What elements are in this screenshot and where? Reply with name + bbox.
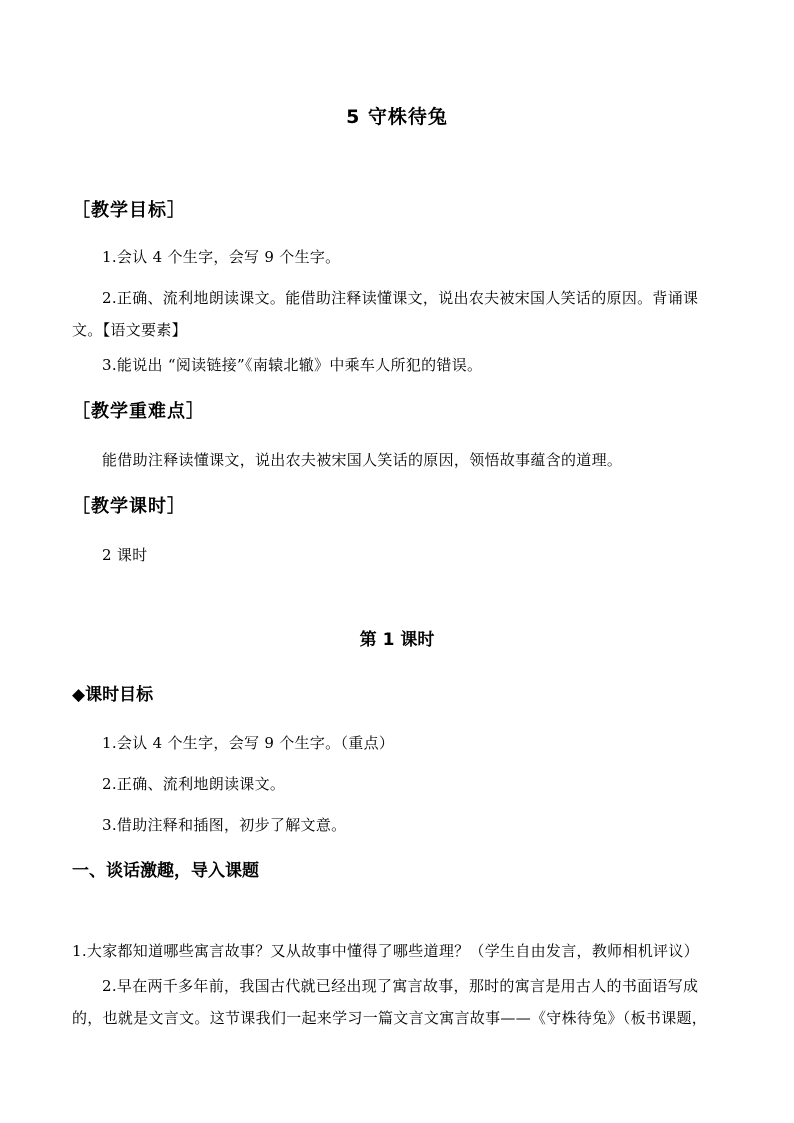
objectives-heading: ◆课时目标 <box>72 685 154 705</box>
keypoints-text: 能借助注释读懂课文，说出农夫被宋国人笑话的原因，领悟故事蕴含的道理。 <box>102 451 623 469</box>
objective-text-2: 2.正确、流利地朗读课文。 <box>102 775 286 793</box>
goals-heading: ［教学目标］ <box>72 200 186 221</box>
goal-text-3: 3.能说出 “阅读链接”《南辕北辙》中乘车人所犯的错误。 <box>102 356 483 374</box>
goal-text-2: 2.正确、流利地朗读课文。能借助注释读懂课文，说出农夫被宋国人笑话的原因。背诵课文。【语文要素】 <box>72 289 699 339</box>
objective-item-1 <box>72 727 724 759</box>
part1-heading: 一、谈话激趣，导入课题 <box>72 861 259 881</box>
part1-text-2: 2.早在两千多年前，我国古代就已经出现了寓言故事，那时的寓言是用古人的书面语写成的，也就是文言文。这节课我们一起来学习一篇文言文寓言故事——《守株待兔》（板书课题， <box>72 977 708 1027</box>
keypoints-paragraph <box>72 444 724 476</box>
part1-text-1: 1.大家都知道哪些寓言故事？又从故事中懂得了哪些道理？（学生自由发言，教师相机评议） <box>72 942 699 960</box>
session-heading: 第 1 课时 <box>359 630 435 650</box>
hours-text: 2 课时 <box>102 546 148 564</box>
objective-text-3: 3.借助注释和插图，初步了解文意。 <box>102 816 347 834</box>
goal-text-1: 1.会认 4 个生字，会写 9 个生字。 <box>102 248 341 266</box>
hours-paragraph <box>72 539 724 571</box>
hours-heading: ［教学课时］ <box>72 496 186 517</box>
keypoints-heading: ［教学重难点］ <box>72 401 205 422</box>
goal-item-3 <box>72 349 724 381</box>
objective-item-2 <box>72 768 724 800</box>
part1-paragraph-2 <box>72 970 724 1034</box>
lesson-title: 5 守株待兔 <box>346 106 448 128</box>
part1-paragraph-1 <box>72 903 724 967</box>
goal-item-2 <box>72 282 724 346</box>
objective-text-1: 1.会认 4 个生字，会写 9 个生字。（重点） <box>102 734 395 752</box>
objective-item-3 <box>72 809 724 841</box>
goal-item-1 <box>72 241 724 273</box>
